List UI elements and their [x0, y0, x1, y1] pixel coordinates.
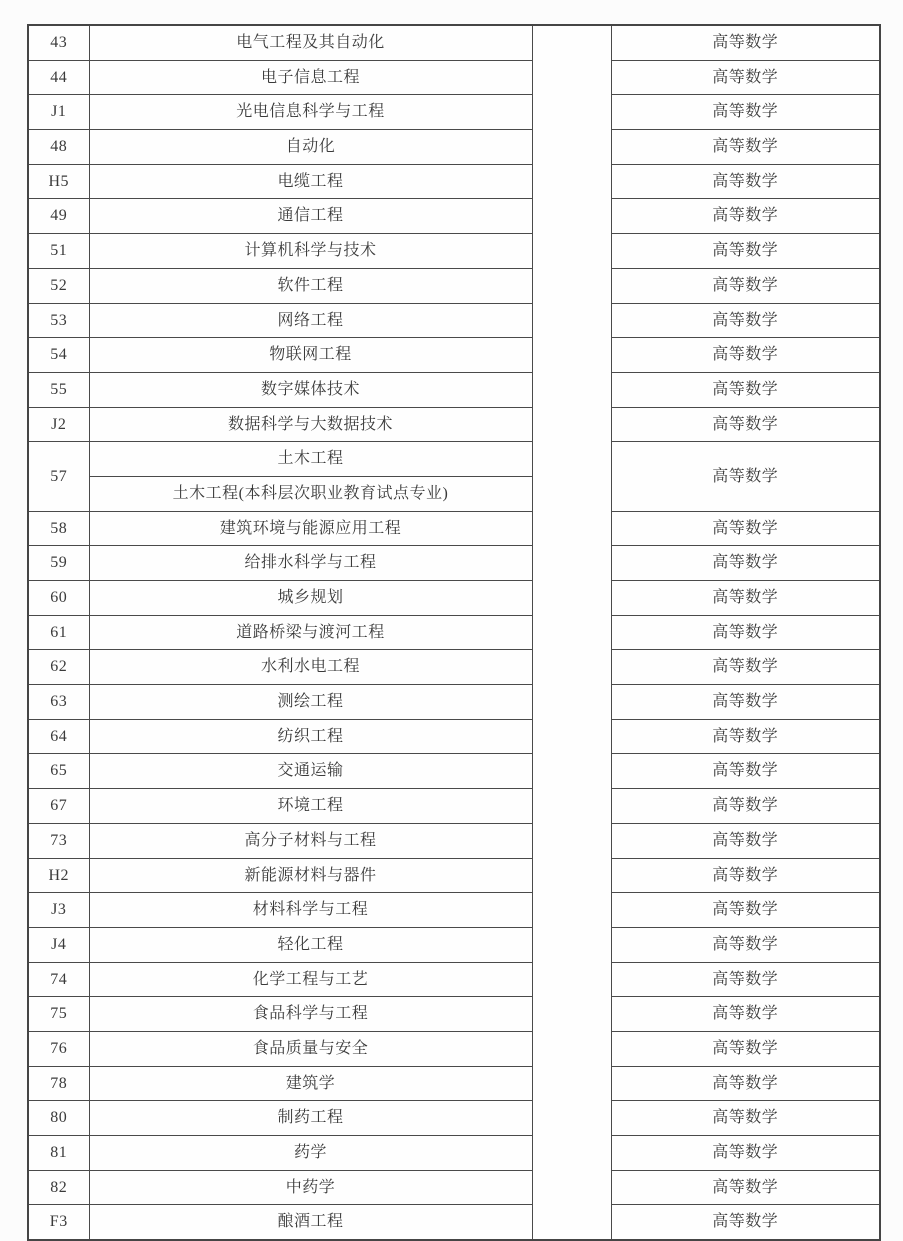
table-row: [28, 650, 880, 685]
major-code-cell: 80: [28, 1101, 89, 1136]
table-row: [28, 1205, 880, 1240]
table-row: [28, 1031, 880, 1066]
exam-subject-cell: 高等数学: [611, 1101, 880, 1136]
table-row: [28, 615, 880, 650]
table-row: [28, 581, 880, 616]
major-code-cell: 53: [28, 303, 89, 338]
major-name-cell: 新能源材料与器件: [89, 858, 532, 893]
table-row: [28, 789, 880, 824]
major-name-cell: 土木工程(本科层次职业教育试点专业): [89, 476, 532, 511]
table-row: [28, 511, 880, 546]
table-row: [28, 927, 880, 962]
exam-subject-cell: 高等数学: [611, 1031, 880, 1066]
exam-subject-cell: 高等数学: [611, 338, 880, 373]
major-code-cell: 48: [28, 130, 89, 165]
major-code-cell: 62: [28, 650, 89, 685]
exam-subject-cell: 高等数学: [611, 650, 880, 685]
major-name-cell: 电气工程及其自动化: [89, 25, 532, 60]
exam-subject-cell: 高等数学: [611, 927, 880, 962]
exam-subject-cell: 高等数学: [611, 407, 880, 442]
table-body: [28, 25, 880, 1240]
major-name-cell: 数字媒体技术: [89, 372, 532, 407]
table-row: [28, 858, 880, 893]
major-name-cell: 中药学: [89, 1170, 532, 1205]
exam-subject-cell: 高等数学: [611, 615, 880, 650]
major-name-cell: 电子信息工程: [89, 60, 532, 95]
table-row: [28, 1101, 880, 1136]
major-code-cell: 64: [28, 719, 89, 754]
major-name-cell: 食品质量与安全: [89, 1031, 532, 1066]
major-code-cell: 54: [28, 338, 89, 373]
major-name-cell: 道路桥梁与渡河工程: [89, 615, 532, 650]
exam-subject-cell: 高等数学: [611, 1205, 880, 1240]
table-row: [28, 1136, 880, 1171]
exam-subject-cell: 高等数学: [611, 268, 880, 303]
table-row: [28, 338, 880, 373]
major-name-cell: 城乡规划: [89, 581, 532, 616]
exam-subject-cell: 高等数学: [611, 858, 880, 893]
major-code-cell: 65: [28, 754, 89, 789]
major-name-cell: 计算机科学与技术: [89, 234, 532, 269]
major-code-cell: 76: [28, 1031, 89, 1066]
exam-subject-cell: 高等数学: [611, 962, 880, 997]
major-code-cell: 59: [28, 546, 89, 581]
major-name-cell: 给排水科学与工程: [89, 546, 532, 581]
major-code-cell: F3: [28, 1205, 89, 1240]
major-code-cell: 57: [28, 442, 89, 511]
major-name-cell: 电缆工程: [89, 164, 532, 199]
major-name-cell: 建筑学: [89, 1066, 532, 1101]
exam-subject-cell: 高等数学: [611, 823, 880, 858]
major-name-cell: 高分子材料与工程: [89, 823, 532, 858]
major-code-cell: J3: [28, 893, 89, 928]
exam-subject-cell: 高等数学: [611, 372, 880, 407]
major-code-cell: 78: [28, 1066, 89, 1101]
table-row: [28, 1170, 880, 1205]
major-name-cell: 软件工程: [89, 268, 532, 303]
major-code-cell: J2: [28, 407, 89, 442]
table-row: [28, 719, 880, 754]
major-code-cell: 63: [28, 685, 89, 720]
major-name-cell: 轻化工程: [89, 927, 532, 962]
major-code-cell: 55: [28, 372, 89, 407]
exam-subject-cell: 高等数学: [611, 1066, 880, 1101]
exam-subject-cell: 高等数学: [611, 581, 880, 616]
exam-subject-cell: 高等数学: [611, 719, 880, 754]
table-row: [28, 442, 880, 477]
majors-exam-table: [27, 24, 881, 1241]
table-row: [28, 130, 880, 165]
exam-subject-cell: 高等数学: [611, 754, 880, 789]
major-code-cell: 52: [28, 268, 89, 303]
exam-subject-cell: 高等数学: [611, 234, 880, 269]
major-code-cell: 60: [28, 581, 89, 616]
major-name-cell: 交通运输: [89, 754, 532, 789]
major-name-cell: 物联网工程: [89, 338, 532, 373]
table-row: [28, 1066, 880, 1101]
table-row: [28, 546, 880, 581]
major-name-cell: 水利水电工程: [89, 650, 532, 685]
major-code-cell: 58: [28, 511, 89, 546]
major-name-cell: 通信工程: [89, 199, 532, 234]
major-code-cell: 75: [28, 997, 89, 1032]
major-code-cell: 61: [28, 615, 89, 650]
major-code-cell: 44: [28, 60, 89, 95]
major-code-cell: 74: [28, 962, 89, 997]
exam-subject-cell: 高等数学: [611, 546, 880, 581]
exam-subject-cell: 高等数学: [611, 130, 880, 165]
major-code-cell: 51: [28, 234, 89, 269]
major-name-cell: 食品科学与工程: [89, 997, 532, 1032]
exam-subject-cell: 高等数学: [611, 199, 880, 234]
major-code-cell: J4: [28, 927, 89, 962]
table-row: [28, 685, 880, 720]
table-row: [28, 962, 880, 997]
table-row: [28, 893, 880, 928]
major-name-cell: 材料科学与工程: [89, 893, 532, 928]
major-name-cell: 网络工程: [89, 303, 532, 338]
exam-subject-cell: 高等数学: [611, 95, 880, 130]
major-code-cell: H5: [28, 164, 89, 199]
empty-gap-cell: [532, 25, 611, 1240]
major-code-cell: 82: [28, 1170, 89, 1205]
major-name-cell: 环境工程: [89, 789, 532, 824]
table-row: [28, 997, 880, 1032]
exam-subject-cell: 高等数学: [611, 25, 880, 60]
exam-subject-cell: 高等数学: [611, 511, 880, 546]
major-name-cell: 数据科学与大数据技术: [89, 407, 532, 442]
major-name-cell: 纺织工程: [89, 719, 532, 754]
major-code-cell: J1: [28, 95, 89, 130]
exam-subject-cell: 高等数学: [611, 60, 880, 95]
table-row: [28, 407, 880, 442]
major-name-cell: 酿酒工程: [89, 1205, 532, 1240]
major-code-cell: 67: [28, 789, 89, 824]
table-row: [28, 60, 880, 95]
table-row: [28, 303, 880, 338]
exam-subject-cell: 高等数学: [611, 164, 880, 199]
major-name-cell: 化学工程与工艺: [89, 962, 532, 997]
exam-subject-cell: 高等数学: [611, 442, 880, 511]
exam-subject-cell: 高等数学: [611, 997, 880, 1032]
table-row: [28, 372, 880, 407]
exam-subject-cell: 高等数学: [611, 789, 880, 824]
major-code-cell: 49: [28, 199, 89, 234]
exam-subject-cell: 高等数学: [611, 685, 880, 720]
major-name-cell: 建筑环境与能源应用工程: [89, 511, 532, 546]
table-row: [28, 95, 880, 130]
major-code-cell: 73: [28, 823, 89, 858]
major-code-cell: H2: [28, 858, 89, 893]
table-row: [28, 823, 880, 858]
major-name-cell: 自动化: [89, 130, 532, 165]
major-name-cell: 土木工程: [89, 442, 532, 477]
major-code-cell: 81: [28, 1136, 89, 1171]
table-row: [28, 268, 880, 303]
major-code-cell: 43: [28, 25, 89, 60]
table-row: [28, 164, 880, 199]
major-name-cell: 药学: [89, 1136, 532, 1171]
exam-subject-cell: 高等数学: [611, 1136, 880, 1171]
exam-subject-cell: 高等数学: [611, 893, 880, 928]
major-name-cell: 制药工程: [89, 1101, 532, 1136]
exam-subject-cell: 高等数学: [611, 1170, 880, 1205]
major-name-cell: 测绘工程: [89, 685, 532, 720]
table-row: [28, 754, 880, 789]
major-name-cell: 光电信息科学与工程: [89, 95, 532, 130]
exam-subject-cell: 高等数学: [611, 303, 880, 338]
table-row: [28, 199, 880, 234]
table-row: [28, 234, 880, 269]
table-row: [28, 25, 880, 60]
